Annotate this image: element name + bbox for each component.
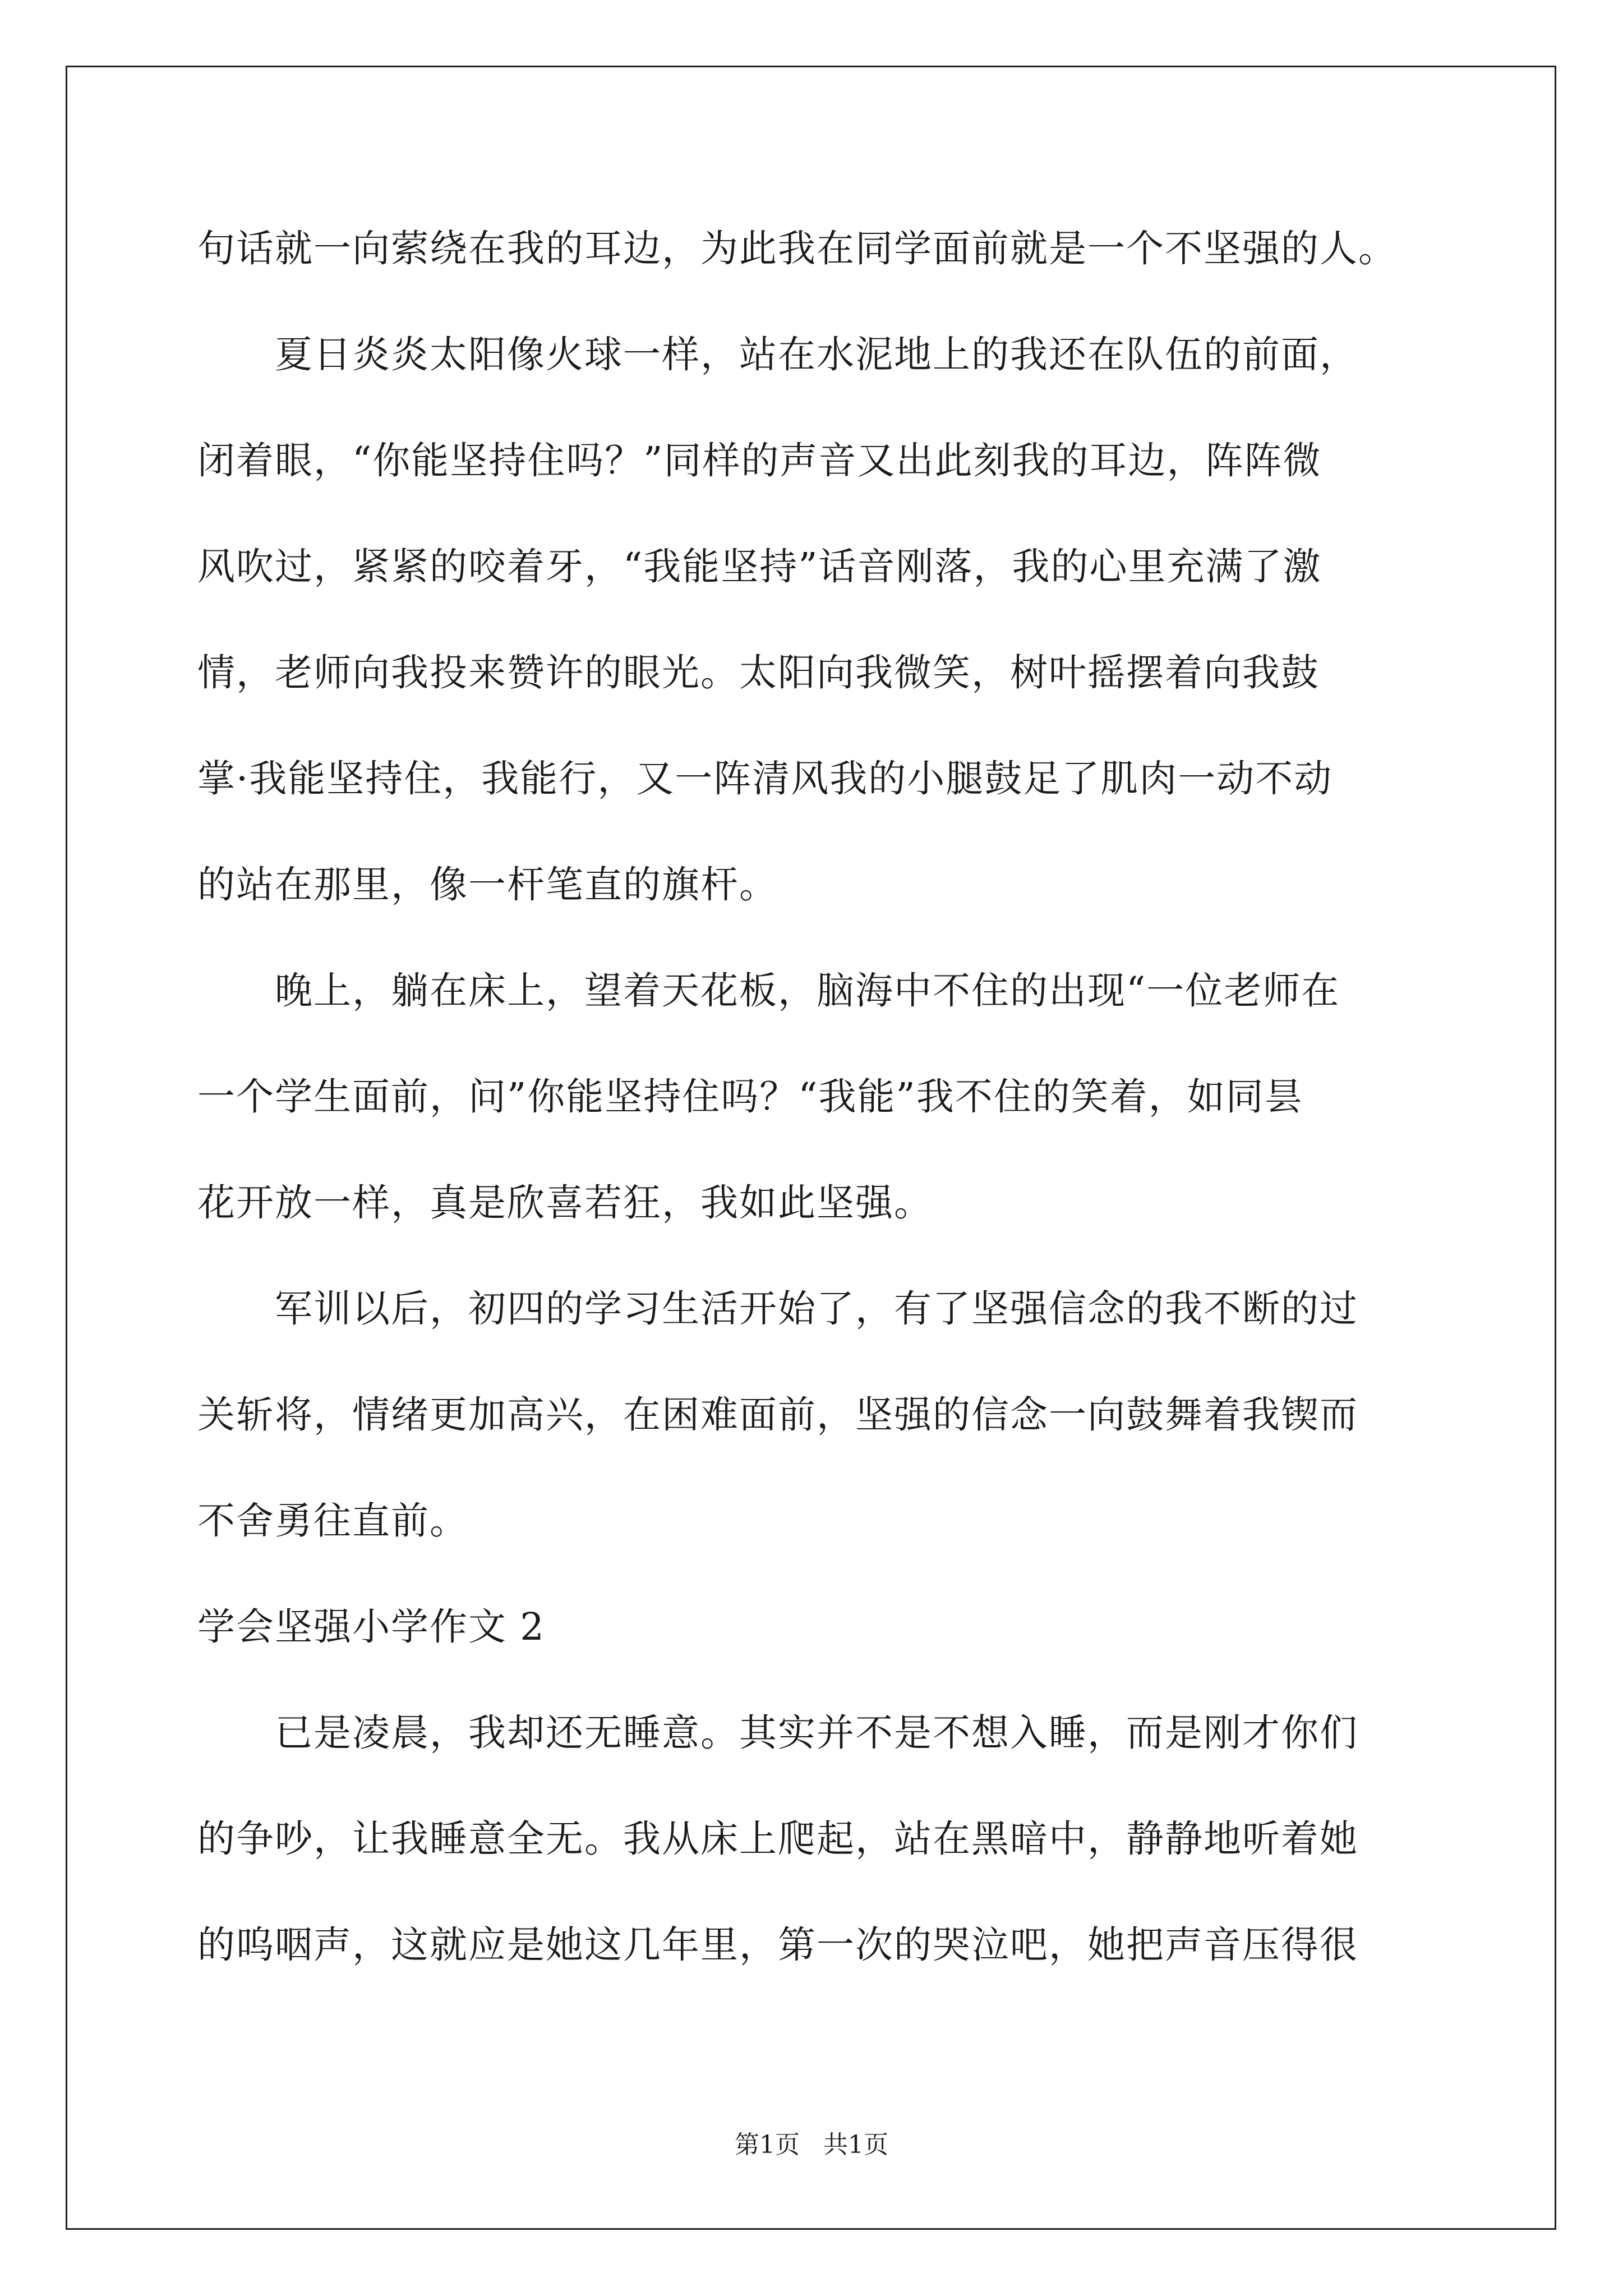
text-line-7: 的站在那里，像一杆笔直的旗杆。 — [197, 863, 778, 907]
text-line-12: 关斩将，情绪更加高兴，在困难面前，坚强的信念一向鼓舞着我锲而 — [197, 1393, 1358, 1437]
text-line-13: 不舍勇往直前。 — [197, 1499, 468, 1543]
text-line-10: 花开放一样，真是欣喜若狂，我如此坚强。 — [197, 1181, 933, 1225]
text-line-11: 军训以后，初四的学习生活开始了，有了坚强信念的我不断的过 — [197, 1287, 1358, 1331]
text-line-4: 风吹过，紧紧的咬着牙，“我能坚持”话音刚落，我的心里充满了激 — [197, 545, 1322, 588]
text-line-16: 的争吵，让我睡意全无。我从床上爬起，站在黑暗中，静静地听着她 — [197, 1817, 1358, 1861]
text-line-15: 已是凌晨，我却还无睡意。其实并不是不想入睡，而是刚才你们 — [197, 1711, 1358, 1755]
text-line-8: 晚上，躺在床上，望着天花板，脑海中不住的出现“一位老师在 — [197, 969, 1340, 1013]
text-line-1: 句话就一向萦绕在我的耳边，为此我在同学面前就是一个不坚强的人。 — [197, 227, 1397, 270]
page-number-footer: 第1页 共1页 — [735, 2131, 888, 2159]
text-line-9: 一个学生面前，问”你能坚持住吗？“我能”我不住的笑着，如同昙 — [197, 1075, 1303, 1119]
text-line-3: 闭着眼，“你能坚持住吗？”同样的声音又出此刻我的耳边，阵阵微 — [197, 439, 1322, 482]
text-line-5: 情，老师向我投来赞许的眼光。太阳向我微笑，树叶摇摆着向我鼓 — [197, 651, 1320, 694]
text-line-6: 掌·我能坚持住，我能行，又一阵清风我的小腿鼓足了肌肉一动不动 — [197, 757, 1333, 800]
text-line-2: 夏日炎炎太阳像火球一样，站在水泥地上的我还在队伍的前面， — [197, 333, 1358, 376]
section-heading: 学会坚强小学作文 2 — [197, 1605, 545, 1649]
text-line-17: 的呜咽声，这就应是她这几年里，第一次的哭泣吧，她把声音压得很 — [197, 1923, 1358, 1967]
page-border — [66, 66, 1556, 2230]
